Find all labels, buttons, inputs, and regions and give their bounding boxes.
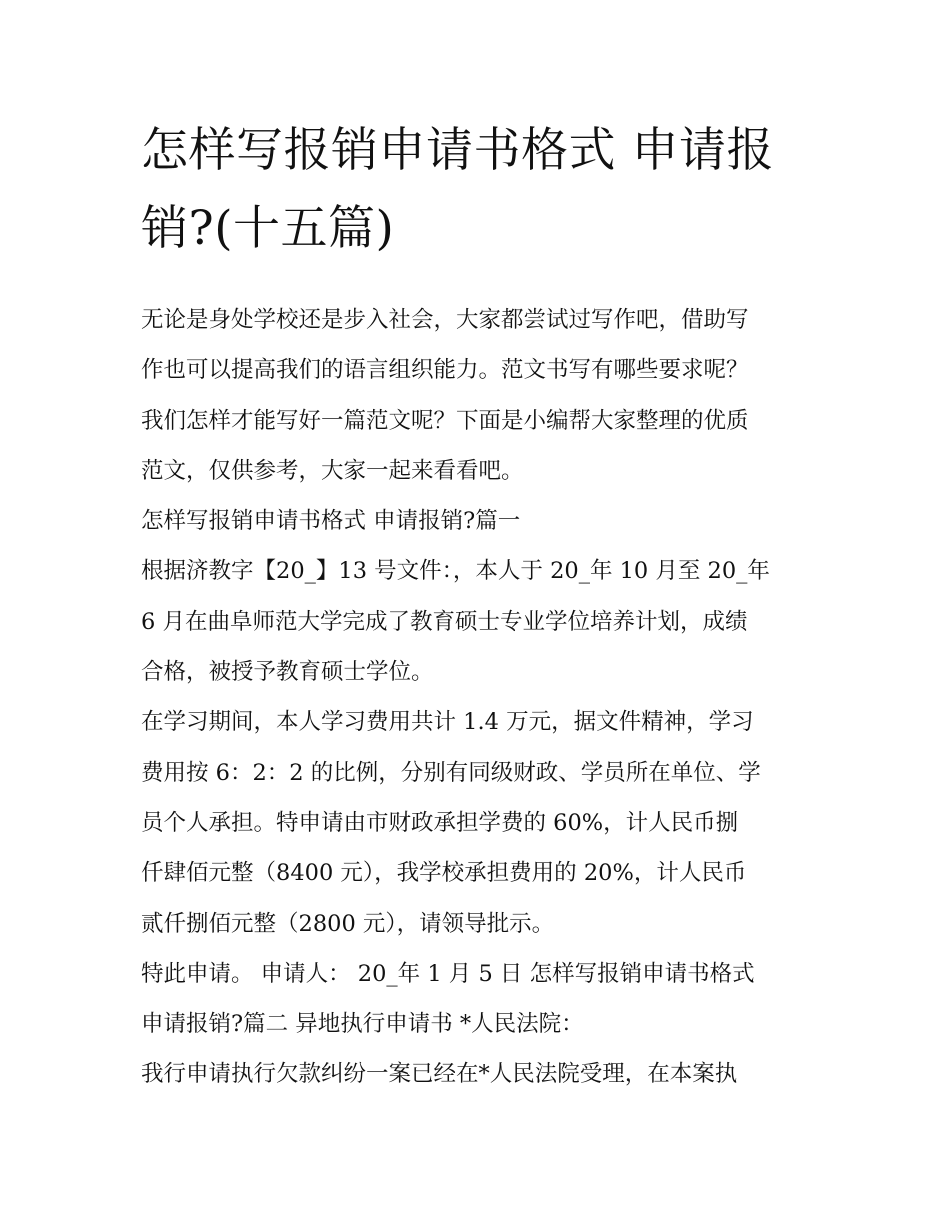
body-paragraph [141, 1049, 813, 1099]
text-line: 特此申请。 申请人： 20_年 1 月 5 日 怎样写报销申请书格式 [141, 960, 755, 987]
text-line: 费用按 6：2：2 的比例，分别有同级财政、学员所在单位、学 [141, 759, 761, 786]
body-paragraph [141, 949, 813, 1050]
title-line: 销?(十五篇) [141, 201, 395, 256]
text-line: 在学习期间，本人学习费用共计 1.4 万元，据文件精神，学习 [141, 709, 754, 736]
text-line: 合格，被授予教育硕士学位。 [141, 659, 434, 686]
text-line: 员个人承担。特申请由市财政承担学费的 60%，计人民币捌 [141, 809, 739, 836]
text-line: 申请报销?篇二 异地执行申请书 *人民法院： [141, 1011, 584, 1038]
document-page [141, 112, 813, 1100]
document-title [141, 112, 813, 268]
title-line: 怎样写报销申请书格式 申请报 [141, 123, 774, 178]
text-line: 我们怎样才能写好一篇范文呢？下面是小编帮大家整理的优质 [141, 407, 749, 434]
text-line: 范文，仅供参考，大家一起来看看吧。 [141, 457, 524, 484]
text-line: 6 月在曲阜师范大学完成了教育硕士专业学位培养计划，成绩 [141, 608, 748, 635]
body-paragraph [141, 546, 813, 697]
text-line: 我行申请执行欠款纠纷一案已经在*人民法院受理，在本案执 [141, 1061, 738, 1088]
text-line: 仟肆佰元整（8400 元），我学校承担费用的 20%，计人民币 [141, 860, 747, 887]
text-line: 作也可以提高我们的语言组织能力。范文书写有哪些要求呢？ [141, 357, 749, 384]
text-line: 无论是身处学校还是步入社会，大家都尝试过写作吧，借助写 [141, 307, 749, 333]
text-line: 贰仟捌佰元整（2800 元），请领导批示。 [141, 910, 555, 937]
document-body [141, 295, 813, 1100]
text-line: 根据济教字【20_】13 号文件：，本人于 20_年 10 月至 20_年 [141, 558, 770, 585]
intro-paragraph [141, 295, 813, 496]
body-paragraph [141, 697, 813, 948]
text-line: 怎样写报销申请书格式 申请报销?篇一 [141, 508, 521, 535]
section-heading [141, 496, 813, 546]
